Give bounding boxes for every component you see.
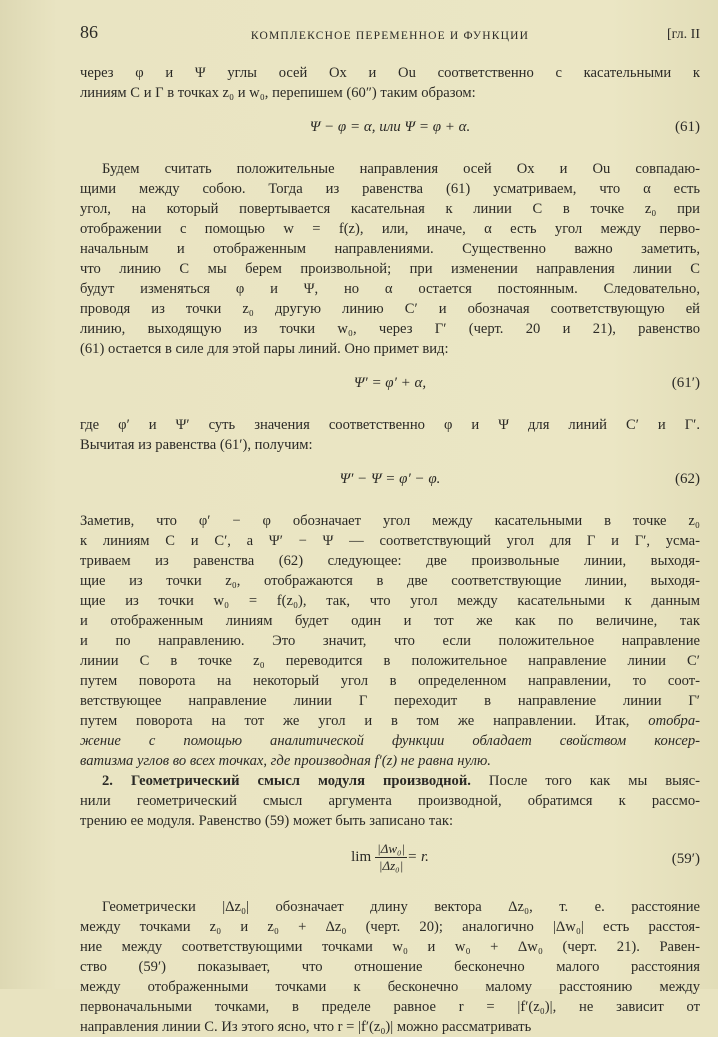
- text-line: трению ее модуля. Равенство (59) может быть записано так:: [80, 813, 454, 829]
- text-line: ние между соответствующими точками w₀ и w₀ + Δw₀ (черт. 21). Равен-: [80, 939, 700, 955]
- fraction-denominator: |Δz₀|: [378, 858, 404, 873]
- emphasized-text: где производная f′(z) не равна нулю.: [270, 753, 491, 769]
- text-line: (61) остается в силе для этой пары линий. Оно примет вид:: [80, 341, 449, 357]
- paragraph: [80, 511, 700, 771]
- text-line: между отображенными точками к бесконечно малому расстоянию между: [80, 979, 700, 995]
- text-line: [80, 771, 700, 791]
- paragraph: [80, 897, 700, 1037]
- paragraph: [80, 63, 700, 103]
- text-span: путем поворота на тот же угол и в том же направлении. Итак,: [80, 713, 649, 729]
- equation-number: (59′): [671, 851, 700, 867]
- fraction: [375, 841, 407, 874]
- text-line: щие из точки z₀, отображаются в две соответствующие линии, выходя-: [80, 573, 700, 589]
- equation: [80, 359, 700, 415]
- paragraph: [80, 415, 700, 455]
- text-span: ,: [263, 753, 271, 769]
- equation-formula: Ψ − φ = α, или Ψ = φ + α.: [309, 119, 471, 135]
- equation: [80, 103, 700, 159]
- equation-formula: [80, 841, 700, 874]
- text-line: угол, на который повертывается касательная к линии C в точке z₀ при: [80, 201, 700, 217]
- text-line: направления линии C. Из этого ясно, что r = |f′(z₀)| можно рассматривать: [80, 1019, 532, 1035]
- text-line: ветствующее направление линии Γ переходит в направление линии Γ′: [80, 693, 700, 709]
- text-line: что линию C мы берем произвольной; при изменении направления линии C: [80, 261, 700, 277]
- equation-formula: Ψ′ = φ′ + α,: [353, 375, 427, 391]
- text-line: путем поворота на некоторый угол в определенном направлении, то соот-: [80, 673, 700, 689]
- text-line: первоначальными точками, в пределе равное r = |f′(z₀)|, не зависит от: [80, 999, 700, 1015]
- text-line: где φ′ и Ψ′ суть значения соответственно φ и Ψ для линий C′ и Γ′.: [80, 417, 700, 433]
- running-header: [80, 22, 700, 48]
- equation: [80, 831, 700, 897]
- text-line: между точками z₀ и z₀ + Δz₀ (черт. 20); аналогично |Δw₀| есть расстоя-: [80, 919, 700, 935]
- text-line: щими между собою. Тогда из равенства (61) усматриваем, что α есть: [80, 181, 700, 197]
- text-line: триваем из равенства (62) следующее: две произвольные линии, выходя-: [80, 553, 700, 569]
- text-line: Вычитая из равенства (61′), получим:: [80, 437, 313, 453]
- emphasized-text: отобра-: [648, 713, 700, 729]
- text-line: начальным и отображенным направлениями. Существенно важно заметить,: [80, 241, 700, 257]
- equation-formula: Ψ′ − Ψ = φ′ − φ.: [339, 471, 441, 487]
- text-line: Геометрически |Δz₀| обозначает длину вектора Δz₀, т. е. расстояние: [102, 899, 700, 915]
- text-line: щие из точки w₀ = f(z₀), так, что угол между касательными к данным: [80, 593, 700, 609]
- text-line: Будем считать положительные направления осей Ox и Ou совпадаю-: [102, 161, 700, 177]
- page-body: [80, 63, 700, 1037]
- text-line: линии C в точке z₀ переводится в положительное направление линии C′: [80, 653, 700, 669]
- text-line: Заметив, что φ′ − φ обозначает угол между касательными в точке z₀: [80, 513, 700, 529]
- text-line: нили геометрический смысл аргумента производной, обратимся к рассмо-: [80, 793, 700, 809]
- text-line: и отображенным линиям будет один и тот же как по величине, так: [80, 613, 700, 629]
- emphasized-text: жение с помощью аналитической функции обладает свойством консер-: [80, 733, 700, 749]
- running-title: КОМПЛЕКСНОЕ ПЕРЕМЕННОЕ И ФУНКЦИИ: [250, 30, 530, 42]
- text-line: и по направлению. Это значит, что если положительное направление: [80, 633, 700, 649]
- emphasized-text: ватизма углов во всех точках: [80, 753, 264, 769]
- equation-number: (61): [675, 119, 700, 135]
- equation-rhs: = r.: [407, 848, 429, 865]
- equation-number: (62): [675, 471, 700, 487]
- text-line: линиям C и Γ в точках z₀ и w₀, перепишем (60″) таким образом:: [80, 85, 476, 101]
- text-line: ство (59′) показывает, что отношение бесконечно малого расстояния: [80, 959, 700, 975]
- text-line: [80, 731, 700, 751]
- text-line: к линиям C и C′, а Ψ′ − Ψ — соответствующий угол для Γ и Γ′, усма-: [80, 533, 700, 549]
- text-line: через φ и Ψ углы осей Ox и Ou соответственно с касательными к: [80, 65, 700, 81]
- limit-operator: lim: [351, 848, 372, 865]
- text-line: [80, 751, 700, 771]
- text-span: После того как мы выяс-: [470, 773, 700, 789]
- equation: [80, 455, 700, 511]
- equation-number: (61′): [671, 375, 700, 391]
- text-line: [80, 711, 700, 731]
- paragraph: [80, 771, 700, 831]
- paragraph: [80, 159, 700, 359]
- page-number: 86: [80, 22, 98, 42]
- chapter-label: [гл. II: [666, 27, 700, 42]
- text-line: будут изменяться φ и Ψ, но α остается постоянным. Следовательно,: [80, 281, 700, 297]
- text-line: отображении с помощью w = f(z), или, иначе, α есть угол между перво-: [80, 221, 700, 237]
- section-heading: 2. Геометрический смысл модуля производной.: [102, 773, 471, 789]
- text-line: линию, выходящую из точки w₀, через Γ′ (черт. 20 и 21), равенство: [80, 321, 700, 337]
- fraction-numerator: |Δw₀|: [377, 841, 406, 856]
- text-line: проводя из точки z₀ другую линию C′ и обозначая соответствующую ей: [80, 301, 700, 317]
